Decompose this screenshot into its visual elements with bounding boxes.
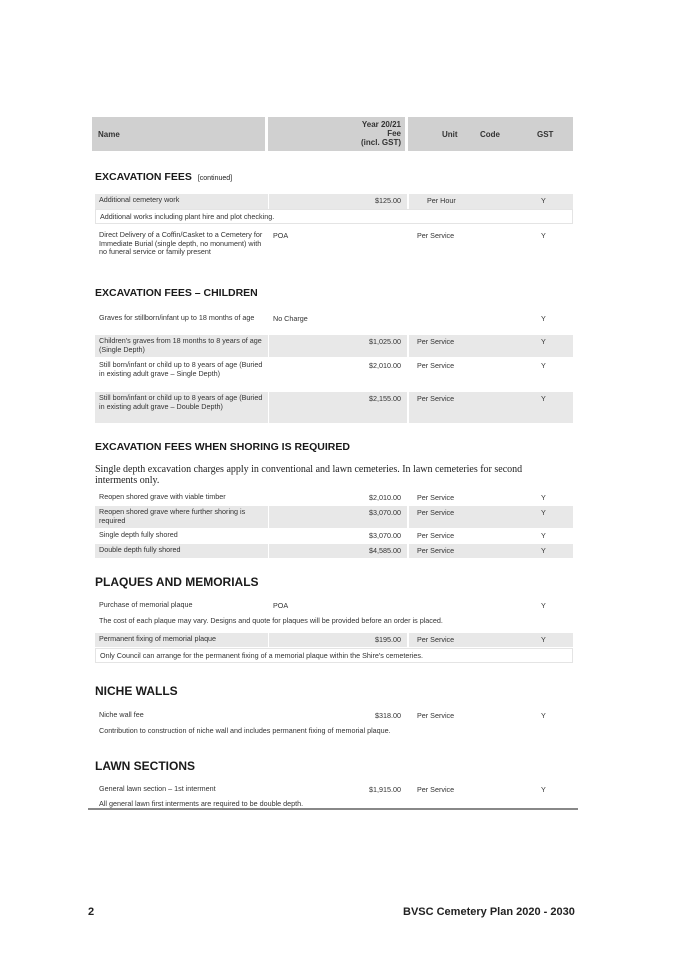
row-fee-cell [269,506,407,528]
row-unit: Per Service [409,544,573,558]
row-unit: Per Service [417,361,455,370]
row-name: Still born/infant or child up to 8 years of age (Buried in existing adult grave – Double Depth) [95,392,268,423]
page-number: 2 [88,906,95,918]
row-note: Contribution to construction of niche wall and includes permanent fixing of memorial plaque. [99,726,391,735]
row-note: Additional works including plant hire and plot checking. [95,209,573,224]
row-gst: Y [541,361,546,370]
section-title: PLAQUES AND MEMORIALS [95,575,259,589]
header-fee-line: Year 20/21 [361,120,401,129]
row-gst: Y [541,601,546,610]
row-unit: Per Hour [409,194,573,209]
table-row [95,709,573,723]
row-fee-cell [269,783,407,794]
row-fee: $2,010.00 [369,493,401,502]
row-name: Reopen shored grave with viable timber [99,492,226,501]
row-fee: $2,010.00 [369,361,401,370]
row-gst: Y [541,508,546,517]
header-unit-code-gst [408,117,573,151]
row-name: Graves for stillborn/infant up to 18 months of age [99,313,255,322]
table-row [95,392,573,423]
table-row [95,783,573,797]
row-gst: Y [541,635,546,644]
section-title: EXCAVATION FEES – CHILDREN [95,287,258,299]
row-fee-cell [269,633,407,647]
row-fee-cell [269,709,407,720]
row-unit: Per Service [417,785,455,794]
row-fee: POA [273,601,289,610]
row-unit: Per Service [409,506,573,528]
section-title: LAWN SECTIONS [95,759,196,773]
header-unit: Unit [442,130,458,139]
header-fee-line: (incl. GST) [361,138,401,147]
table-row [95,544,573,558]
table-row [95,633,573,647]
row-gst: Y [541,196,546,205]
table-row [95,359,573,389]
row-unit: Per Service [409,335,573,357]
row-unit: Per Service [417,231,455,240]
row-gst: Y [541,493,546,502]
row-fee: $1,915.00 [369,785,401,794]
row-fee-cell [269,529,407,540]
row-note: All general lawn first interments are required to be double depth. [99,799,304,808]
row-fee-cell [269,335,407,357]
row-gst: Y [541,785,546,794]
row-gst: Y [541,337,546,346]
continued-label: [continued] [197,175,233,182]
row-name: Children's graves from 18 months to 8 years of age (Single Depth) [95,335,268,357]
row-note: Only Council can arrange for the permanent fixing of a memorial plaque within the Shire's cemeteries. [95,648,573,663]
footer-title: BVSC Cemetery Plan 2020 - 2030 [403,906,575,918]
table-row [95,491,573,505]
section-intro: Single depth excavation charges apply in conventional and lawn cemeteries. In lawn cemeteries for second interments only. [95,464,523,486]
table-row [95,335,573,357]
row-fee-cell [269,544,407,558]
row-name: Single depth fully shored [99,530,178,539]
row-fee: $318.00 [375,711,401,720]
row-fee-cell [269,392,407,423]
row-fee: No Charge [273,314,308,323]
row-name: Reopen shored grave where further shoring is required [95,506,268,528]
row-gst: Y [541,546,546,555]
row-name: Still born/infant or child up to 8 years of age (Buried in existing adult grave – Single Depth) [99,360,263,378]
table-row [95,599,573,613]
header-fee-line: Fee [387,129,401,138]
row-fee: $3,070.00 [369,531,401,540]
row-name: Niche wall fee [99,710,144,719]
table-row [95,312,573,332]
header-name: Name [92,117,265,151]
table-end-rule [88,808,578,810]
row-gst: Y [541,711,546,720]
row-fee-cell [269,491,407,502]
row-unit: Per Service [409,633,573,647]
row-note: The cost of each plaque may vary. Designs and quote for plaques will be provided before an order is placed. [99,616,443,625]
row-fee: $3,070.00 [369,508,401,517]
table-row [95,529,573,543]
row-fee: $1,025.00 [369,337,401,346]
table-row [95,229,573,271]
row-gst: Y [541,531,546,540]
row-fee-cell [269,194,407,209]
row-fee: $4,585.00 [369,546,401,555]
row-name: Additional cemetery work [95,194,268,209]
row-name: Double depth fully shored [95,544,268,558]
row-unit: Per Service [417,711,455,720]
row-unit: Per Service [417,531,455,540]
header-gst: GST [537,130,554,139]
row-fee: POA [273,231,289,240]
row-fee: $125.00 [375,196,401,205]
row-gst: Y [541,394,546,403]
row-unit: Per Service [417,493,455,502]
row-fee: $2,155.00 [369,394,401,403]
row-name: Direct Delivery of a Coffin/Casket to a Cemetery for Immediate Burial (single depth, no monument) with no funeral service or family present [99,230,263,256]
table-header [92,117,573,151]
section-title [95,171,232,183]
header-code: Code [480,130,500,139]
row-name: General lawn section – 1st interment [99,784,216,793]
row-name: Purchase of memorial plaque [99,600,193,609]
table-row [95,194,573,209]
row-fee: $195.00 [375,635,401,644]
row-gst: Y [541,231,546,240]
row-fee-cell [269,359,407,370]
section-title: EXCAVATION FEES WHEN SHORING IS REQUIRED [95,441,350,453]
row-unit: Per Service [409,392,573,423]
row-name: Permanent fixing of memorial plaque [95,633,268,647]
table-row [95,506,573,528]
row-gst: Y [541,314,546,323]
section-title: NICHE WALLS [95,684,178,698]
section-title-text: EXCAVATION FEES [95,171,192,183]
header-fee [268,117,405,151]
